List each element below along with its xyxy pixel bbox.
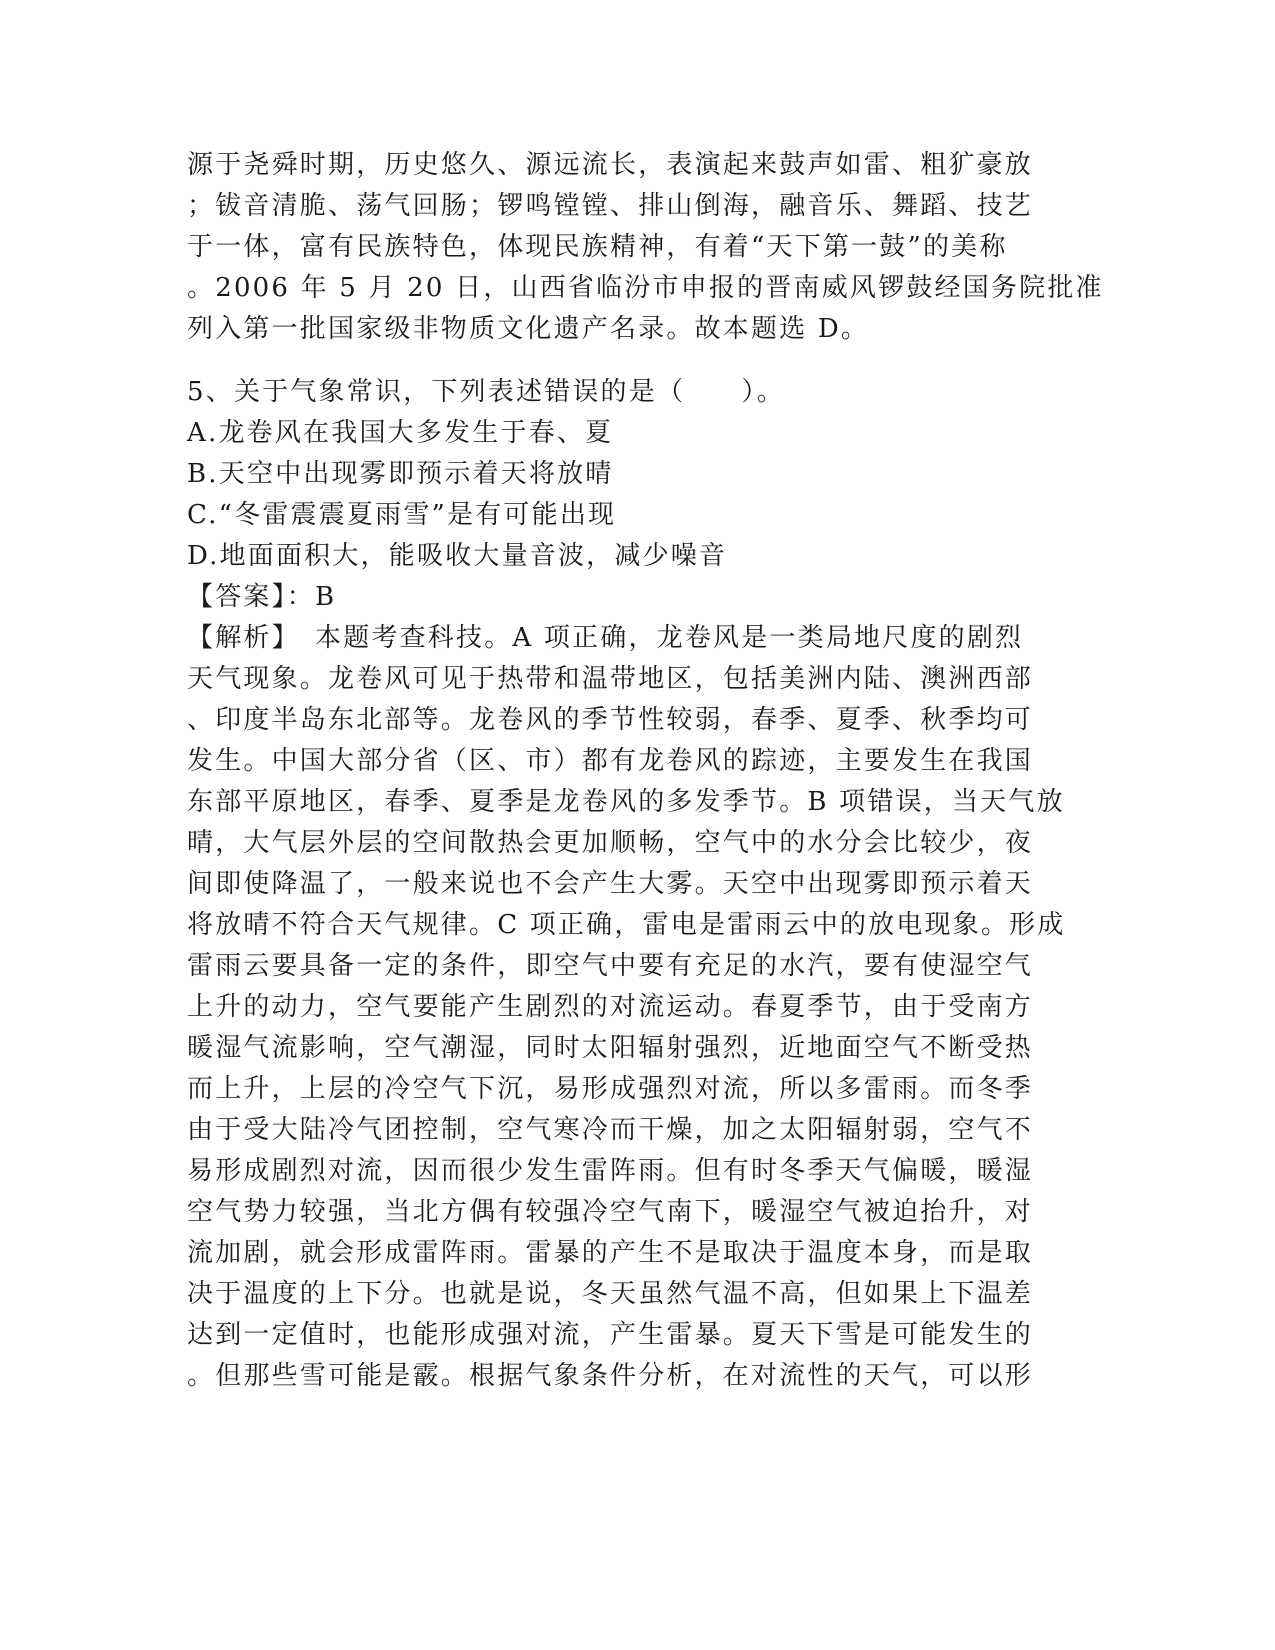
option-a: A.龙卷风在我国大多发生于春、夏 <box>187 418 614 448</box>
analysis-line: 东部平原地区，春季、夏季是龙卷风的多发季节。B 项错误，当天气放 <box>187 787 1065 817</box>
analysis-line: 雷雨云要具备一定的条件，即空气中要有充足的水汽，要有使湿空气 <box>187 951 1034 981</box>
analysis-line: 而上升，上层的冷空气下沉，易形成强烈对流，所以多雷雨。而冬季 <box>187 1074 1034 1104</box>
analysis-line: 达到一定值时，也能形成强对流，产生雷暴。夏天下雪是可能发生的 <box>187 1320 1034 1350</box>
analysis-line: 晴，大气层外层的空间散热会更加顺畅，空气中的水分会比较少，夜 <box>187 828 1034 858</box>
question-stem: 5、关于气象常识，下列表述错误的是（ ）。 <box>187 377 785 407</box>
prev-answer-line: 源于尧舜时期，历史悠久、源远流长，表演起来鼓声如雷、粗犷豪放 <box>187 150 1034 180</box>
prev-answer-line: ；钹音清脆、荡气回肠；锣鸣镗镗、排山倒海，融音乐、舞蹈、技艺 <box>187 191 1034 221</box>
analysis-line: 发生。中国大部分省（区、市）都有龙卷风的踪迹，主要发生在我国 <box>187 746 1034 776</box>
analysis-line: 将放晴不符合天气规律。C 项正确，雷电是雷雨云中的放电现象。形成 <box>187 910 1066 940</box>
answer-line: 【答案】：B <box>187 582 337 612</box>
analysis-line: 上升的动力，空气要能产生剧烈的对流运动。春夏季节，由于受南方 <box>187 992 1034 1022</box>
analysis-line: 易形成剧烈对流，因而很少发生雷阵雨。但有时冬季天气偏暖，暖湿 <box>187 1156 1034 1186</box>
analysis-line: 暖湿气流影响，空气潮湿，同时太阳辐射强烈，近地面空气不断受热 <box>187 1033 1034 1063</box>
analysis-line: 【解析】 本题考查科技。A 项正确，龙卷风是一类局地尺度的剧烈 <box>187 623 1024 653</box>
analysis-line: 。但那些雪可能是霰。根据气象条件分析，在对流性的天气，可以形 <box>187 1361 1034 1391</box>
option-c: C.“冬雷震震夏雨雪”是有可能出现 <box>187 500 617 530</box>
prev-answer-line: 。2006 年 5 月 20 日，山西省临汾市申报的晋南威风锣鼓经国务院批准 <box>187 273 1104 303</box>
option-d: D.地面面积大，能吸收大量音波，减少噪音 <box>187 541 728 571</box>
prev-answer-line: 列入第一批国家级非物质文化遗产名录。故本题选 D。 <box>187 314 870 344</box>
analysis-line: 天气现象。龙卷风可见于热带和温带地区，包括美洲内陆、澳洲西部 <box>187 664 1034 694</box>
analysis-line: 、印度半岛东北部等。龙卷风的季节性较弱，春季、夏季、秋季均可 <box>187 705 1034 735</box>
analysis-line: 由于受大陆冷气团控制，空气寒冷而干燥，加之太阳辐射弱，空气不 <box>187 1115 1034 1145</box>
analysis-line: 空气势力较强，当北方偶有较强冷空气南下，暖湿空气被迫抬升，对 <box>187 1197 1034 1227</box>
prev-answer-line: 于一体，富有民族特色，体现民族精神，有着“天下第一鼓”的美称 <box>187 232 1008 262</box>
option-b: B.天空中出现雾即预示着天将放晴 <box>187 459 614 489</box>
analysis-line: 决于温度的上下分。也就是说，冬天虽然气温不高，但如果上下温差 <box>187 1279 1034 1309</box>
analysis-line: 流加剧，就会形成雷阵雨。雷暴的产生不是取决于温度本身，而是取 <box>187 1238 1034 1268</box>
analysis-line: 间即使降温了，一般来说也不会产生大雾。天空中出现雾即预示着天 <box>187 869 1034 899</box>
